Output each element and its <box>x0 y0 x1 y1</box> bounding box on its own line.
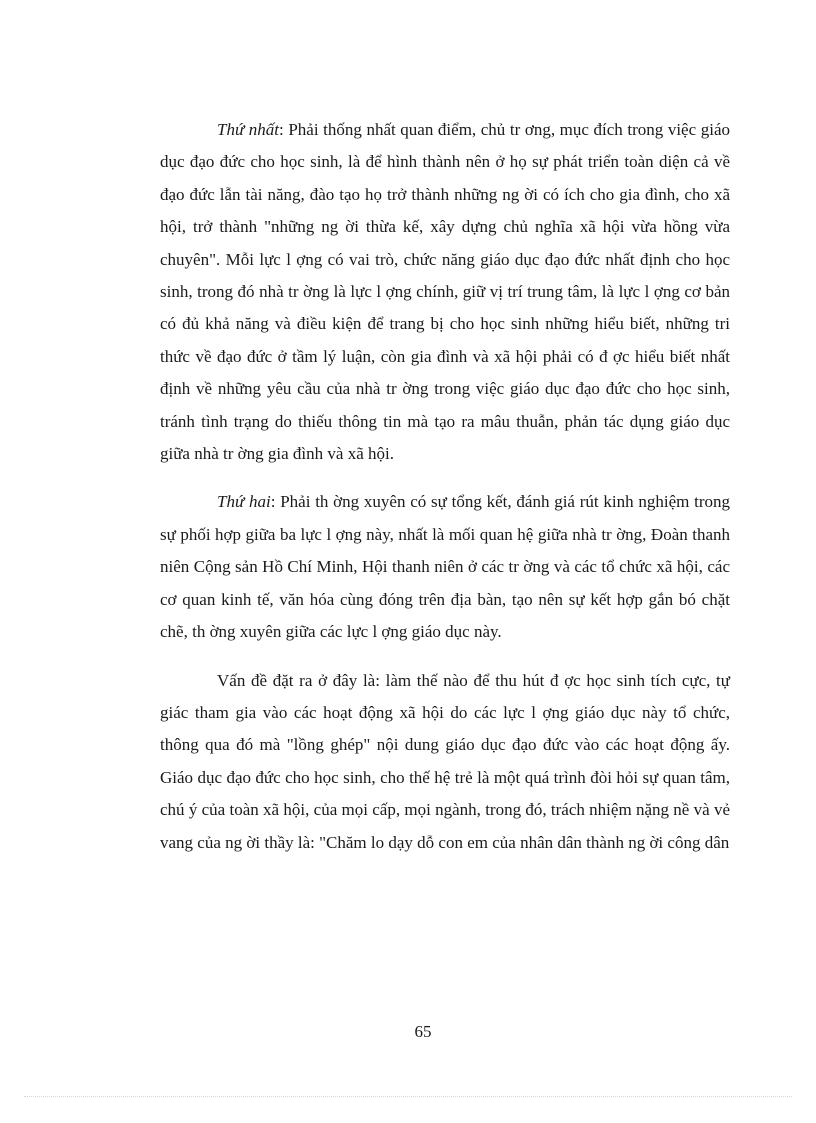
page-number: 65 <box>414 1022 432 1041</box>
paragraph-text: Vấn đề đặt ra ở đây là: làm thế nào để thu hút đ ợc học sinh tích cực, tự giác tham gia vào các hoạt động xã hội do các lực l ợng giáo dục này tổ chức, thông qua đó mà "lồng ghép" nội dung giáo dục đạo đức vào các hoạt động ấy. Giáo dục đạo đức cho học sinh, cho thế hệ trẻ là một quá trình đòi hỏi sự quan tâm, chú ý của toàn xã hội, của mọi cấp, mọi ngành, trong đó, trách nhiệm nặng nề và vẻ vang của ng ời thầy là: "Chăm lo dạy dỗ con em của nhân dân thành ng ời công dân <box>160 670 730 852</box>
paragraph-lead: Thứ hai <box>217 492 271 512</box>
paragraph-lead: Thứ nhất <box>217 120 280 139</box>
paragraph-text: : Phải thống nhất quan điểm, chủ tr ơng, mục đích trong việc giáo dục đạo đức cho học sinh, là để hình thành nên ở họ sự phát triển toàn diện cả về đạo đức lẫn tài năng, đào tạo họ trở thành những ng ời có ích cho gia đình, cho xã hội, trở thành "những ng ời thừa kế, xây dựng chủ nghĩa xã hội vừa hồng vừa chuyên". Mỗi lực l ợng có vai trò, chức năng giáo dục đạo đức nhất định cho học sinh, trong đó nhà tr ờng là lực l ợng chính, giữ vị trí trung tâm, là lực l ợng cơ bản có đủ khả năng và điều kiện để trang bị cho học sinh những hiểu biết, những tri thức về đạo đức ở tầm lý luận, còn gia đình và xã hội phải có đ ợc hiểu biết nhất định về những yêu cầu của nhà tr ờng trong việc giáo dục đạo đức cho học sinh, tránh tình trạng do thiếu thông tin mà tạo ra mâu thuẫn, phản tác dụng giáo dục giữa nhà tr ờng gia đình và xã hội. <box>160 120 730 464</box>
paragraph-text: : Phải th ờng xuyên có sự tổng kết, đánh giá rút kinh nghiệm trong sự phối hợp giữa ba lực l ợng này, nhất là mối quan hệ giữa nhà tr ờng, Đoàn thanh niên Cộng sản Hồ Chí Minh, Hội thanh niên ở các tr ờng và các tổ chức xã hội, các cơ quan kinh tế, văn hóa cùng đóng trên địa bàn, tạo nên sự kết hợp gắn bó chặt chẽ, th ờng xuyên giữa các lực l ợng giáo dục này. <box>160 492 730 642</box>
paragraph-first <box>160 114 730 470</box>
page-bottom-divider <box>24 1096 792 1097</box>
paragraph-second <box>160 486 730 648</box>
page-body <box>160 114 730 875</box>
paragraph-third <box>160 665 730 859</box>
